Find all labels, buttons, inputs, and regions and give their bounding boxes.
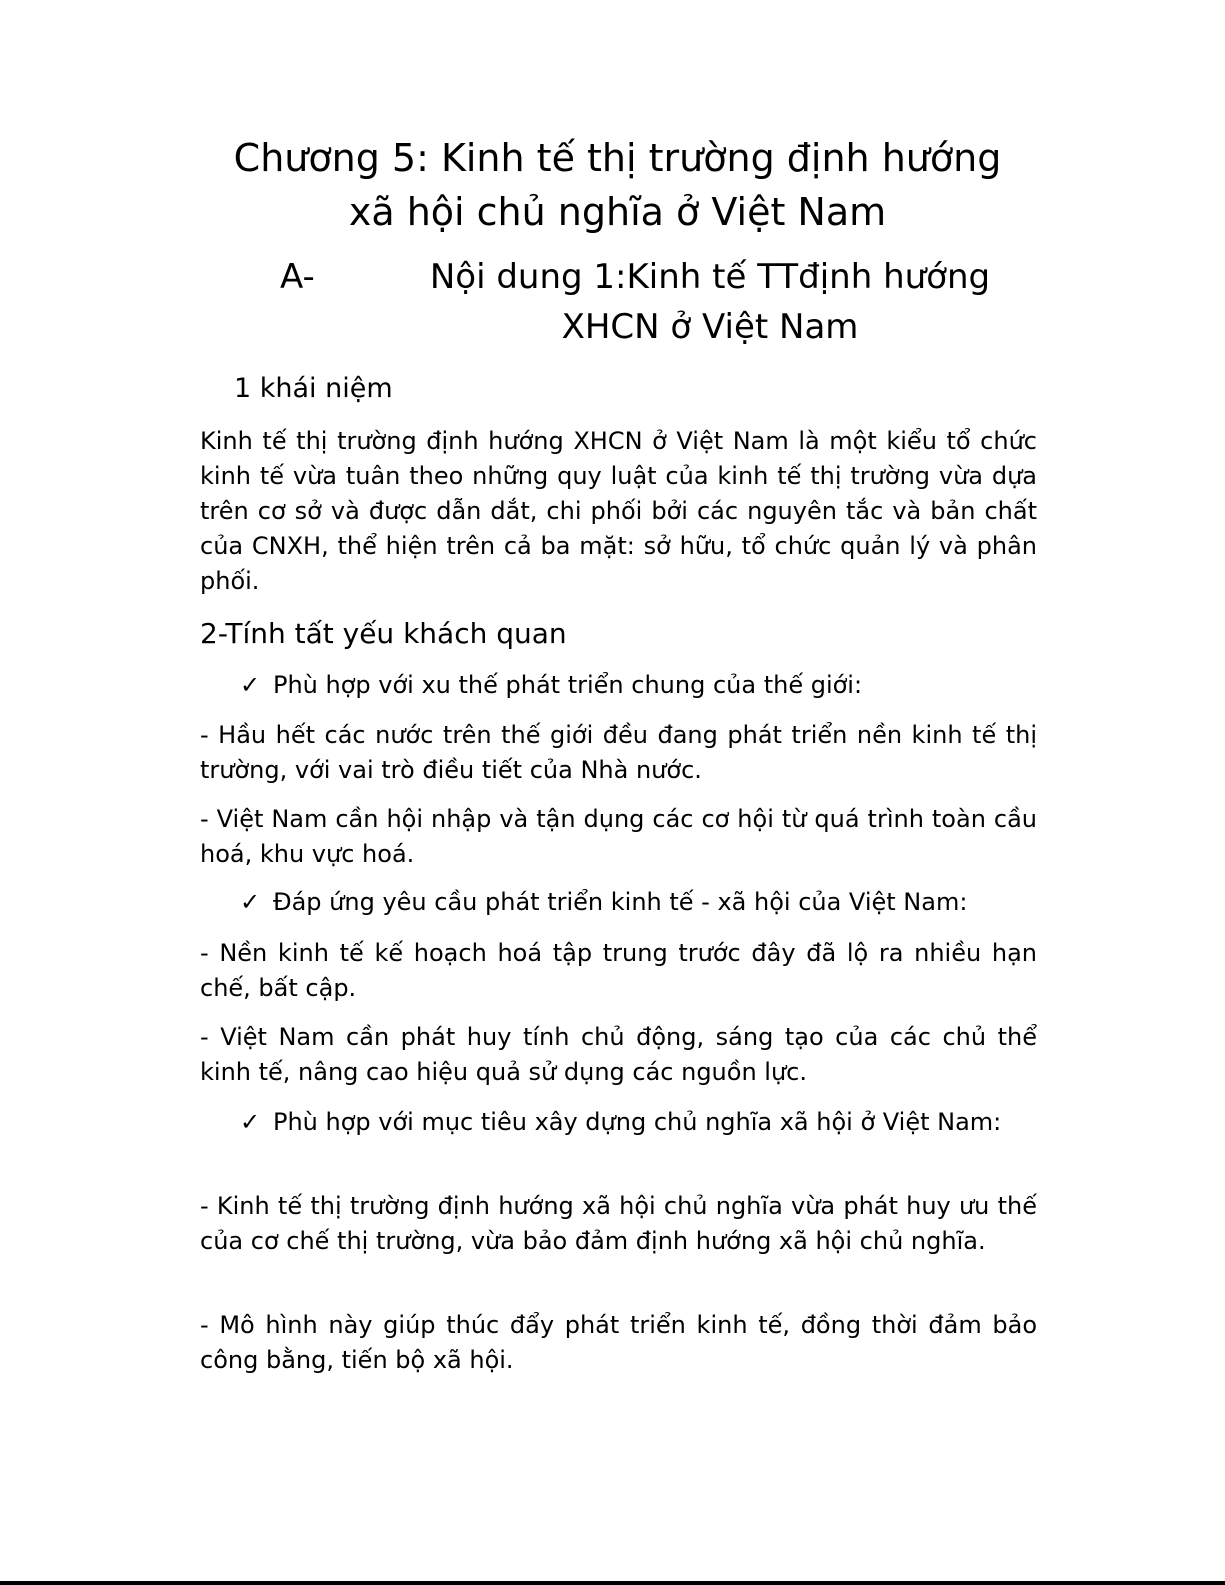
section-a-title-line1: Nội dung 1:Kinh tế TTđịnh hướng: [429, 257, 991, 297]
bullet-paragraph: - Mô hình này giúp thúc đẩy phát triển kinh tế, đồng thời đảm bảo công bằng, tiến bộ xã hội.: [200, 1311, 1037, 1374]
chapter-title-line2: xã hội chủ nghĩa ở Việt Nam: [348, 190, 887, 234]
section-a-marker: A-: [280, 257, 315, 297]
bullet-paragraph: - Việt Nam cần hội nhập và tận dụng các cơ hội từ quá trình toàn cầu hoá, khu vực hoá.: [200, 805, 1037, 868]
section-a-title: [270, 252, 1040, 352]
bullet-paragraph: - Nền kinh tế kế hoạch hoá tập trung trước đây đã lộ ra nhiều hạn chế, bất cập.: [200, 939, 1037, 1002]
check-icon: ✓: [240, 888, 261, 916]
checklist-item-label: Phù hợp với mục tiêu xây dựng chủ nghĩa xã hội ở Việt Nam:: [273, 1108, 1002, 1136]
section-a-title-line2: XHCN ở Việt Nam: [561, 307, 859, 347]
checklist-item-1: [240, 668, 1037, 703]
checklist-item-label: Phù hợp với xu thế phát triển chung của thế giới:: [273, 671, 863, 699]
check-icon: ✓: [240, 1108, 261, 1136]
checklist-item-2: [240, 885, 1037, 920]
checklist-item-3: [240, 1105, 1037, 1140]
check-icon: ✓: [240, 671, 261, 699]
bullet-paragraph: - Hầu hết các nước trên thế giới đều đang phát triển nền kinh tế thị trường, với vai trò điều tiết của Nhà nước.: [200, 721, 1037, 784]
chapter-title: [150, 131, 1085, 239]
necessity-heading: 2-Tính tất yếu khách quan: [200, 617, 567, 650]
bullet-paragraph: - Việt Nam cần phát huy tính chủ động, sáng tạo của các chủ thể kinh tế, nâng cao hiệu quả sử dụng các nguồn lực.: [200, 1023, 1037, 1086]
bullet-paragraph: - Kinh tế thị trường định hướng xã hội chủ nghĩa vừa phát huy ưu thế của cơ chế thị trường, vừa bảo đảm định hướng xã hội chủ nghĩa.: [200, 1192, 1037, 1255]
checklist-item-label: Đáp ứng yêu cầu phát triển kinh tế - xã hội của Việt Nam:: [273, 888, 968, 916]
page-bottom-rule: [0, 1581, 1225, 1585]
concept-heading: 1 khái niệm: [234, 373, 393, 404]
section-a-heading: [270, 252, 1040, 352]
chapter-title-line1: Chương 5: Kinh tế thị trường định hướng: [233, 136, 1002, 180]
concept-paragraph: Kinh tế thị trường định hướng XHCN ở Việt Nam là một kiểu tổ chức kinh tế vừa tuân theo những quy luật của kinh tế thị trường vừa dựa trên cơ sở và được dẫn dắt, chi phối bởi các nguyên tắc và bản chất của CNXH, thể hiện trên cả ba mặt: sở hữu, tổ chức quản lý và phân phối.: [200, 427, 1037, 595]
